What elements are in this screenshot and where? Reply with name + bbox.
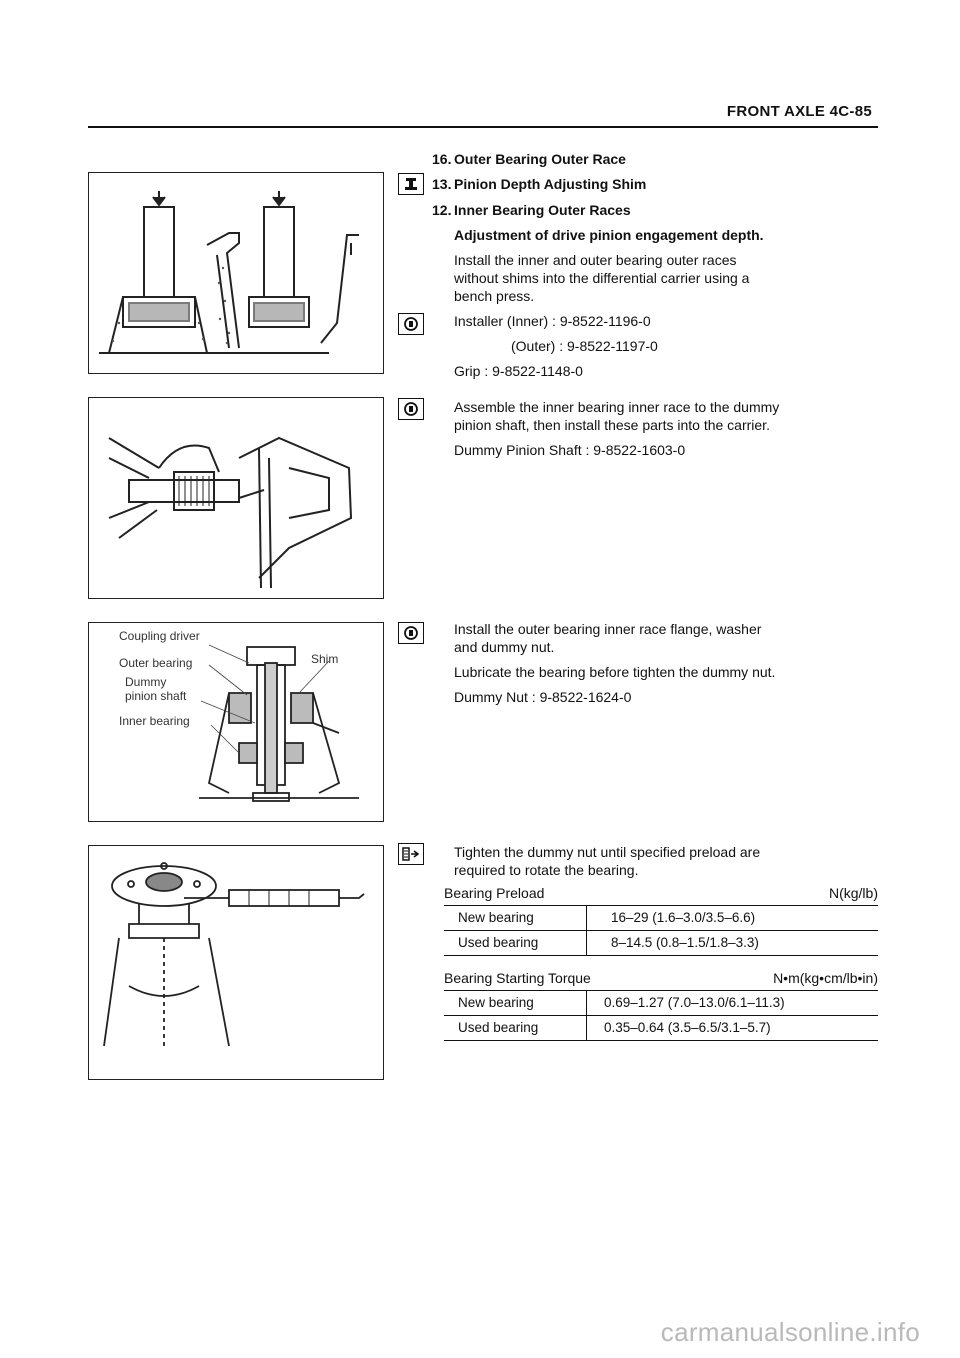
tool-installer-outer: (Outer) : 9-8522-1197-0 <box>511 338 658 354</box>
step-12-number: 12. <box>432 202 452 218</box>
special-tool-icon <box>398 313 424 335</box>
preload-table-bottom-rule <box>444 955 878 956</box>
special-tool-icon <box>398 622 424 644</box>
instruction-line: pinion shaft, then install these parts into the carrier. <box>454 417 770 433</box>
step-16-number: 16. <box>432 151 452 167</box>
callout-shim: Shim <box>311 652 339 666</box>
lubricate-note: Lubricate the bearing before tighten the dummy nut. <box>454 664 776 680</box>
preload-row-label: New bearing <box>458 910 534 925</box>
torque-table-title: Bearing Starting Torque <box>444 970 591 986</box>
callout-dummy: Dummy <box>125 675 167 689</box>
measure-tool-icon <box>398 843 424 865</box>
watermark: carmanualsonline.info <box>660 1317 920 1347</box>
preload-row-value: 8–14.5 (0.8–1.5/1.8–3.3) <box>611 935 759 950</box>
tool-dummy-nut: Dummy Nut : 9-8522-1624-0 <box>454 689 632 705</box>
step-16-label: Outer Bearing Outer Race <box>454 151 626 167</box>
torque-row-value: 0.35–0.64 (3.5–6.5/3.1–5.7) <box>604 1020 771 1035</box>
torque-table-row-rule <box>444 1015 878 1016</box>
dummy-shaft-illustration <box>89 398 383 598</box>
step-13-label: Pinion Depth Adjusting Shim <box>454 176 647 192</box>
preload-row-label: Used bearing <box>458 935 539 950</box>
instruction-line: required to rotate the bearing. <box>454 862 639 878</box>
press-tool-icon <box>398 173 424 195</box>
preload-table-divider <box>586 905 587 955</box>
figure-dummy-shaft-assembly <box>88 397 384 599</box>
instruction-line: Tighten the dummy nut until specified preload are <box>454 844 761 860</box>
torque-table-bottom-rule <box>444 1040 878 1041</box>
torque-row-value: 0.69–1.27 (7.0–13.0/6.1–11.3) <box>604 995 785 1010</box>
instruction-line: Install the inner and outer bearing outer races <box>454 252 737 268</box>
instruction-line: and dummy nut. <box>454 639 555 655</box>
instruction-line: bench press. <box>454 288 535 304</box>
torque-row-label: New bearing <box>458 995 534 1010</box>
preload-table-title: Bearing Preload <box>444 885 545 901</box>
bench-press-illustration <box>89 173 383 373</box>
instruction-line: Assemble the inner bearing inner race to the dummy <box>454 399 780 415</box>
tool-dummy-pinion-shaft: Dummy Pinion Shaft : 9-8522-1603-0 <box>454 442 686 458</box>
step-12-label: Inner Bearing Outer Races <box>454 202 631 218</box>
torque-table-top-rule <box>444 990 878 991</box>
header-rule <box>88 126 878 128</box>
spring-scale-illustration <box>89 846 383 1079</box>
callout-outer-bearing: Outer bearing <box>119 656 193 670</box>
figure-cross-section <box>88 622 384 822</box>
torque-row-label: Used bearing <box>458 1020 539 1035</box>
tool-grip: Grip : 9-8522-1148-0 <box>454 363 583 379</box>
preload-table-top-rule <box>444 905 878 906</box>
special-tool-icon <box>398 398 424 420</box>
torque-table-divider <box>586 990 587 1040</box>
instruction-line: Install the outer bearing inner race flange, washer <box>454 621 762 637</box>
figure-bench-press <box>88 172 384 374</box>
preload-table-unit: N(kg/lb) <box>828 885 878 901</box>
instruction-line: without shims into the differential carrier using a <box>454 270 750 286</box>
callout-inner-bearing: Inner bearing <box>119 714 190 728</box>
callout-coupling-driver: Coupling driver <box>119 629 200 643</box>
preload-row-value: 16–29 (1.6–3.0/3.5–6.6) <box>611 910 756 925</box>
figure-preload-measurement <box>88 845 384 1080</box>
tool-installer-inner: Installer (Inner) : 9-8522-1196-0 <box>454 313 651 329</box>
torque-table-unit: N•m(kg•cm/lb•in) <box>773 970 878 986</box>
step-13-number: 13. <box>432 176 452 192</box>
page-title: FRONT AXLE 4C-85 <box>726 103 872 120</box>
section-heading: Adjustment of drive pinion engagement depth. <box>454 227 764 243</box>
preload-table-row-rule <box>444 930 878 931</box>
callout-pinion-shaft: pinion shaft <box>125 689 187 703</box>
